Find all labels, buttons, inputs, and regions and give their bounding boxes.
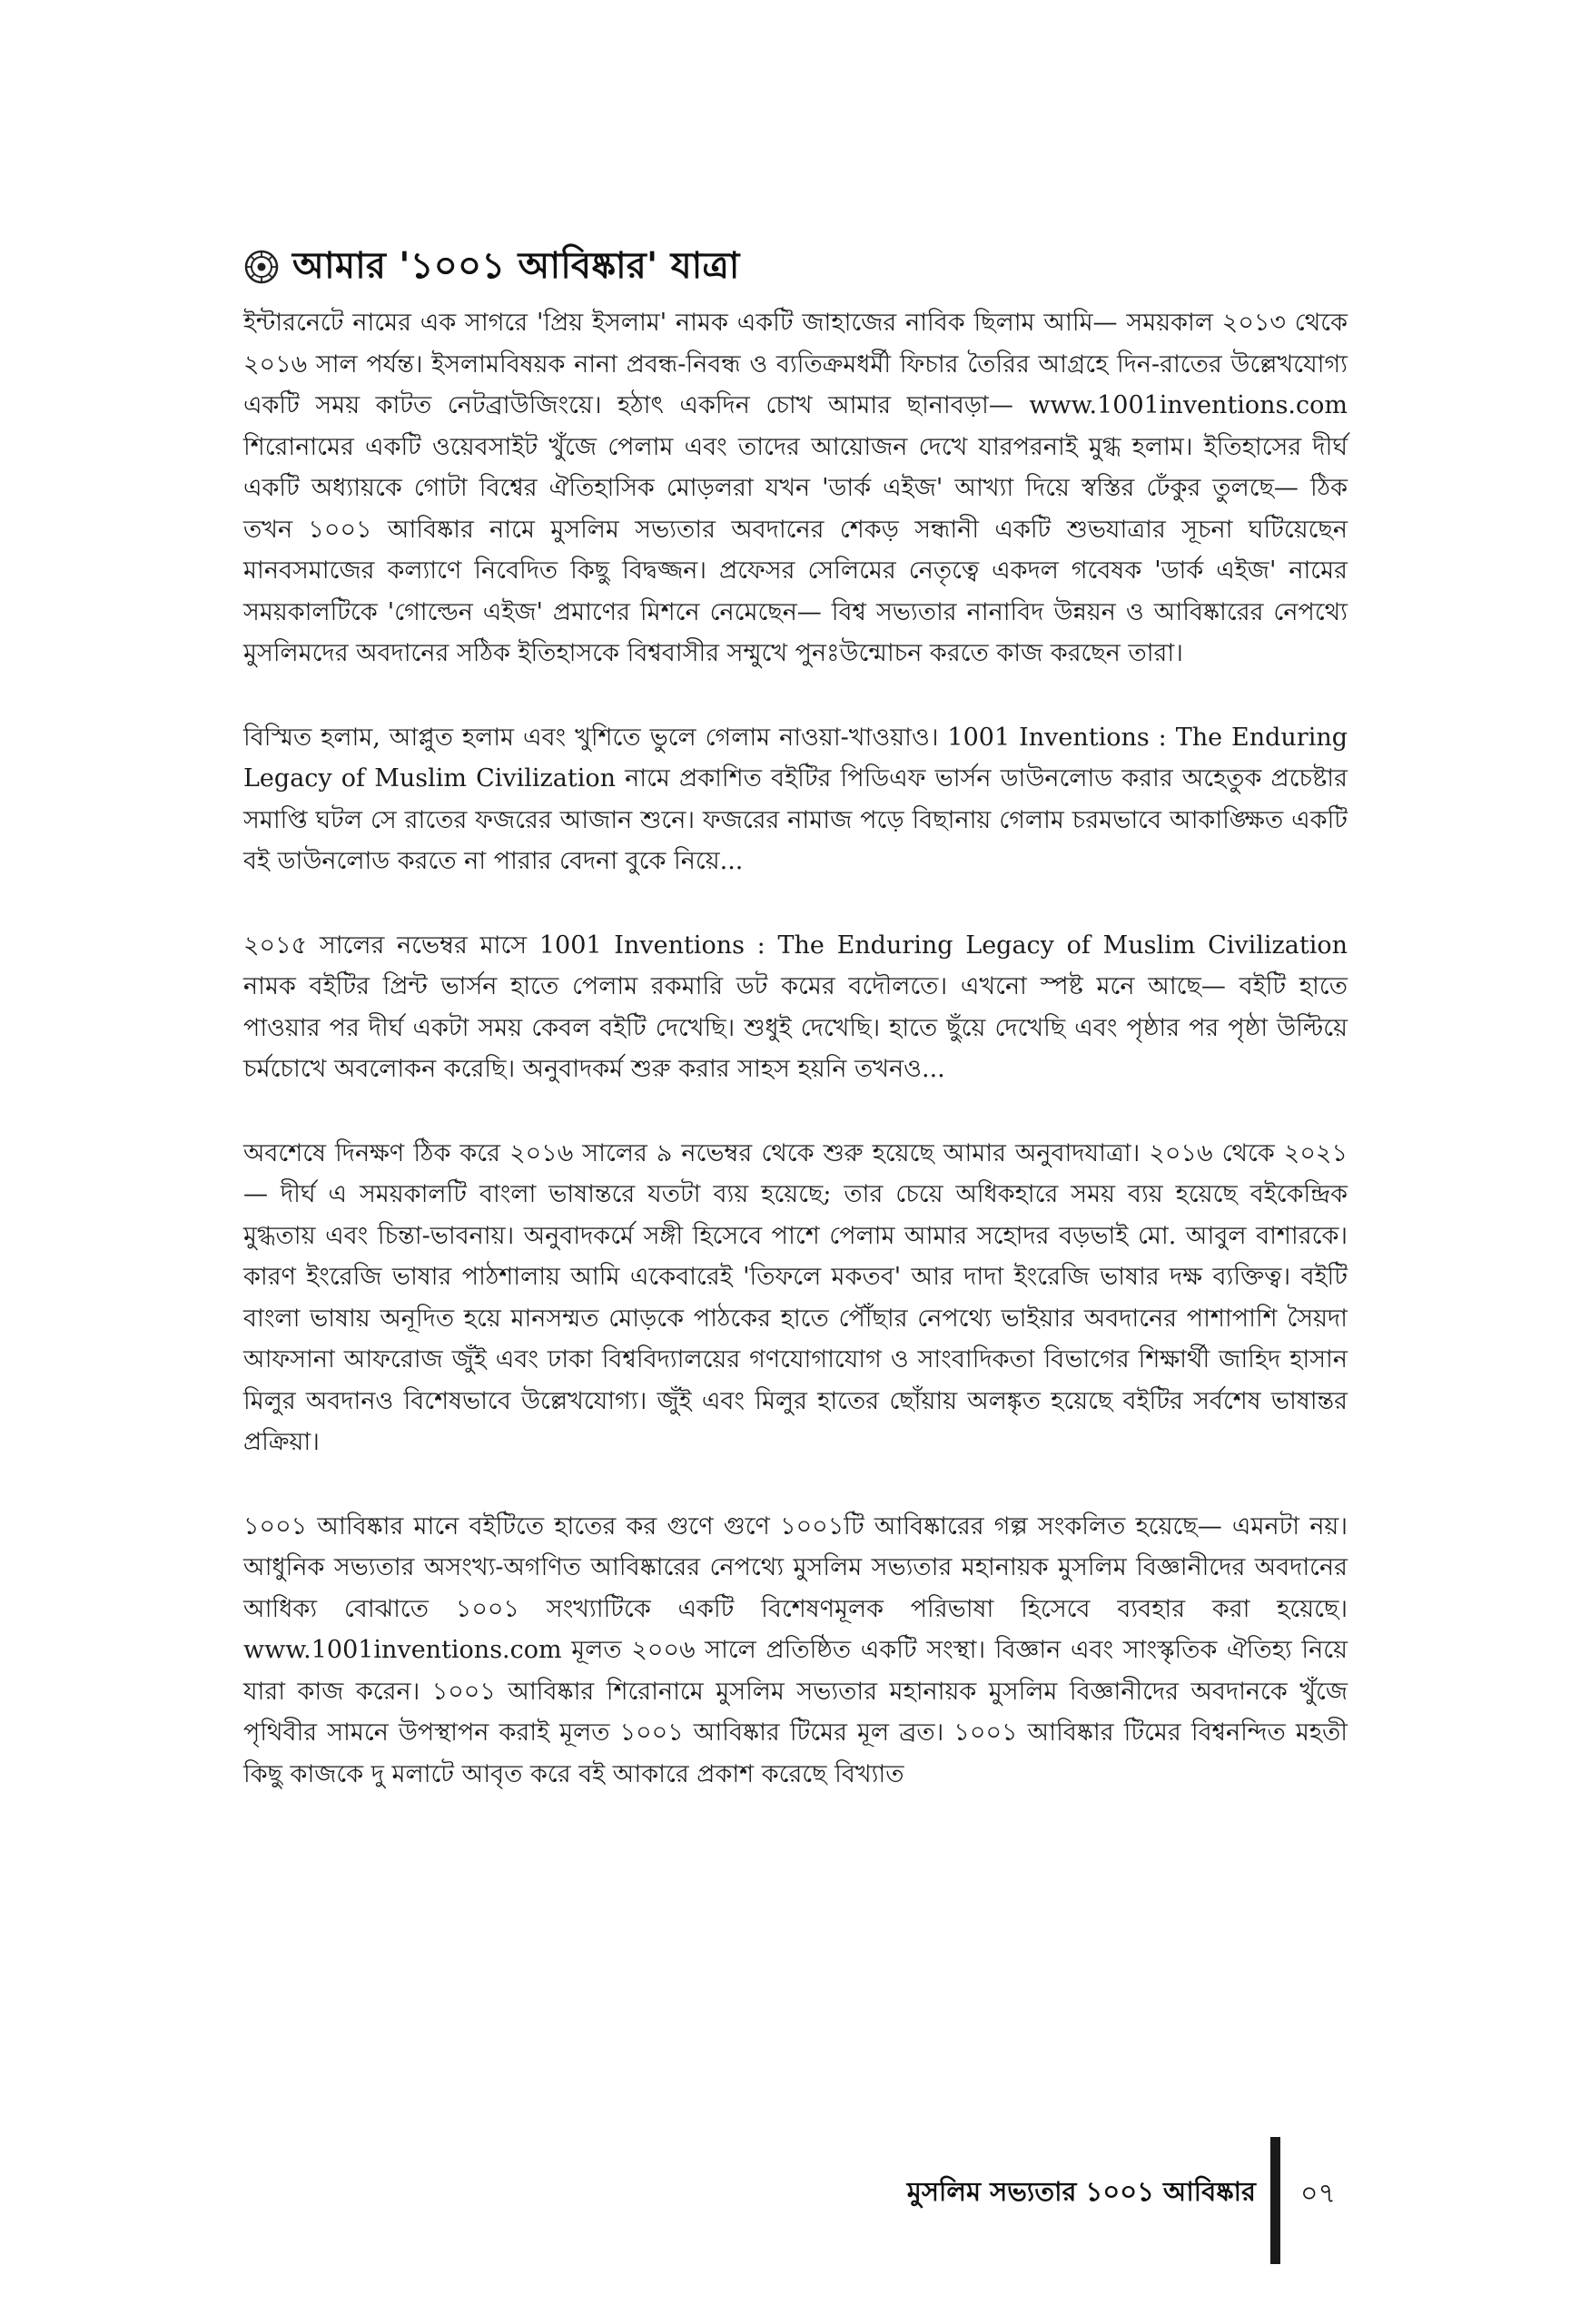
section-heading	[243, 238, 1351, 296]
page-footer	[0, 2137, 1590, 2264]
section-title: আমার '১০০১ আবিষ্কার' যাত্রা	[292, 244, 740, 287]
footer-divider	[1270, 2137, 1280, 2264]
running-footer-title: মুসলিম সভ্যতার ১০০১ আবিষ্কার	[906, 2176, 1256, 2207]
body-text	[243, 302, 1348, 2172]
paragraph-5: ১০০১ আবিষ্কার মানে বইটিতে হাতের কর গুণে গুণে ১০০১টি আবিষ্কারের গল্প সংকলিত হয়েছে— এমনটা নয়। আধুনিক সভ্যতার অসংখ্য-অগণিত আবিষ্কারের নেপথ্যে মুসলিম সভ্যতার মহানায়ক মুসলিম বিজ্ঞানীদের অবদানের আধিক্য বোঝাতে ১০০১ সংখ্যাটিকে একটি বিশেষণমূলক পরিভাষা হিসেবে ব্যবহার করা হয়েছে। www.1001inventions.com মূলত ২০০৬ সালে প্রতিষ্ঠিত একটি সংস্থা। বিজ্ঞান এবং সাংস্কৃতিক ঐতিহ্য নিয়ে যারা কাজ করেন। ১০০১ আবিষ্কার শিরোনামে মুসলিম সভ্যতার মহানায়ক মুসলিম বিজ্ঞানীদের অবদানকে খুঁজে পৃথিবীর সামনে উপস্থাপন করাই মূলত ১০০১ আবিষ্কার টিমের মূল ব্রত। ১০০১ আবিষ্কার টিমের বিশ্বনন্দিত মহতী কিছু কাজকে দু মলাটে আবৃত করে বই আকারে প্রকাশ করেছে বিখ্যাত	[243, 1512, 1348, 1788]
paragraph-1: ইন্টারনেটে নামের এক সাগরে 'প্রিয় ইসলাম' নামক একটি জাহাজের নাবিক ছিলাম আমি— সময়কাল ২০১৩ থেকে ২০১৬ সাল পর্যন্ত। ইসলামবিষয়ক নানা প্রবন্ধ-নিবন্ধ ও ব্যতিক্রমধর্মী ফিচার তৈরির আগ্রহে দিন-রাতের উল্লেখযোগ্য একটি সময় কাটত নেটব্রাউজিংয়ে। হঠাৎ একদিন চোখ আমার ছানাবড়া— www.1001inventions.com শিরোনামের একটি ওয়েবসাইট খুঁজে পেলাম এবং তাদের আয়োজন দেখে যারপরনাই মুগ্ধ হলাম। ইতিহাসের দীর্ঘ একটি অধ্যায়কে গোটা বিশ্বের ঐতিহাসিক মোড়লরা যখন 'ডার্ক এইজ' আখ্যা দিয়ে স্বস্তির ঢেঁকুর তুলছে— ঠিক তখন ১০০১ আবিষ্কার নামে মুসলিম সভ্যতার অবদানের শেকড় সন্ধানী একটি শুভযাত্রার সূচনা ঘটিয়েছেন মানবসমাজের কল্যাণে নিবেদিত কিছু বিদ্বজ্জন। প্রফেসর সেলিমের নেতৃত্বে একদল গবেষক 'ডার্ক এইজ' নামের সময়কালটিকে 'গোল্ডেন এইজ' প্রমাণের মিশনে নেমেছেন— বিশ্ব সভ্যতার নানাবিদ উন্নয়ন ও আবিষ্কারের নেপথ্যে মুসলিমদের অবদানের সঠিক ইতিহাসকে বিশ্ববাসীর সম্মুখে পুনঃউন্মোচন করতে কাজ করছেন তারা।	[243, 309, 1348, 667]
paragraph-2: বিস্মিত হলাম, আপ্লুত হলাম এবং খুশিতে ভুলে গেলাম নাওয়া-খাওয়াও। 1001 Inventions : The Enduring Legacy of Muslim Civilization নামে প্রকাশিত বইটির পিডিএফ ভার্সন ডাউনলোড করার অহেতুক প্রচেষ্টার সমাপ্তি ঘটল সে রাতের ফজরের আজান শুনে। ফজরের নামাজ পড়ে বিছানায় গেলাম চরমভাবে আকাঙ্ক্ষিত একটি বই ডাউনলোড করতে না পারার বেদনা বুকে নিয়ে...	[243, 723, 1348, 875]
paragraph-4: অবশেষে দিনক্ষণ ঠিক করে ২০১৬ সালের ৯ নভেম্বর থেকে শুরু হয়েছে আমার অনুবাদযাত্রা। ২০১৬ থেকে ২০২১— দীর্ঘ এ সময়কালটি বাংলা ভাষান্তরে যতটা ব্যয় হয়েছে; তার চেয়ে অধিকহারে সময় ব্যয় হয়েছে বইকেন্দ্রিক মুগ্ধতায় এবং চিন্তা-ভাবনায়। অনুবাদকর্মে সঙ্গী হিসেবে পাশে পেলাম আমার সহোদর বড়ভাই মো. আবুল বাশারকে। কারণ ইংরেজি ভাষার পাঠশালায় আমি একেবারেই 'তিফলে মকতব' আর দাদা ইংরেজি ভাষার দক্ষ ব্যক্তিত্ব। বইটি বাংলা ভাষায় অনূদিত হয়ে মানসম্মত মোড়কে পাঠকের হাতে পৌঁছার নেপথ্যে ভাইয়ার অবদানের পাশাপাশি সৈয়দা আফসানা আফরোজ জুঁই এবং ঢাকা বিশ্ববিদ্যালয়ের গণযোগাযোগ ও সাংবাদিকতা বিভাগের শিক্ষার্থী জাহিদ হাসান মিলুর অবদানও বিশেষভাবে উল্লেখযোগ্য। জুঁই এবং মিলুর হাতের ছোঁয়ায় অলঙ্কৃত হয়েছে বইটির সর্বশেষ ভাষান্তর প্রক্রিয়া।	[243, 1138, 1348, 1456]
paragraph-3: ২০১৫ সালের নভেম্বর মাসে 1001 Inventions : The Enduring Legacy of Muslim Civilization নামক বইটির প্রিন্ট ভার্সন হাতে পেলাম রকমারি ডট কমের বদৌলতে। এখনো স্পষ্ট মনে আছে— বইটি হাতে পাওয়ার পর দীর্ঘ একটা সময় কেবল বইটি দেখেছি। শুধুই দেখেছি। হাতে ছুঁয়ে দেখেছি এবং পৃষ্ঠার পর পৃষ্ঠা উল্টিয়ে চর্মচোখে অবলোকন করেছি। অনুবাদকর্ম শুরু করার সাহস হয়নি তখনও...	[243, 931, 1348, 1083]
ornament-icon	[243, 249, 280, 285]
page-number: ০৭	[1300, 2178, 1337, 2210]
